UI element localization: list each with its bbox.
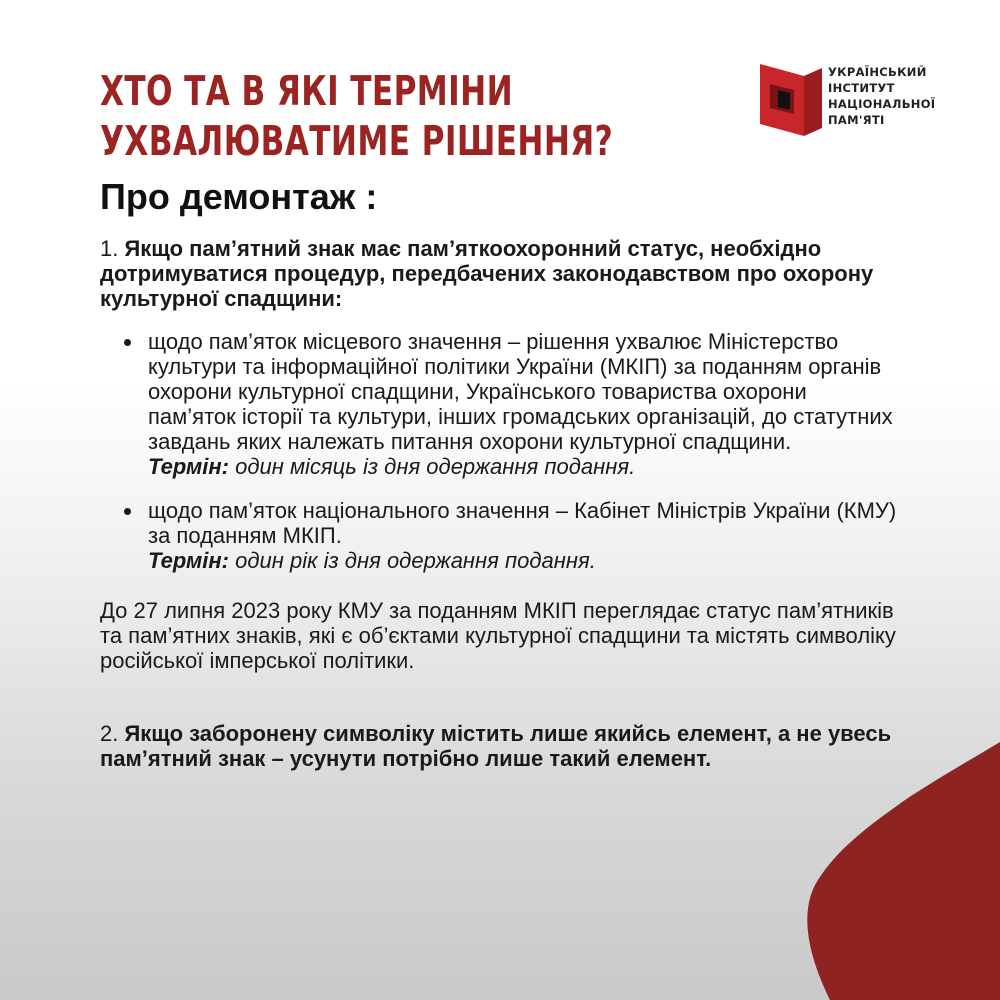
subtitle: Про демонтаж : bbox=[100, 176, 378, 217]
term-label: Термін: bbox=[148, 454, 229, 479]
page-title bbox=[100, 66, 614, 166]
paragraph-2: До 27 липня 2023 року КМУ за поданням МКІП переглядає статус пам’ятників та пам’ятних знаків, які є об’єктами культурної спадщини та містять символіку російської імперської політики. bbox=[100, 598, 896, 673]
logo-line-4: ПАМ'ЯТІ bbox=[828, 113, 885, 127]
section-1-heading bbox=[100, 236, 900, 311]
list-item bbox=[100, 498, 900, 573]
logo-line-1: УКРАЇНСЬКИЙ bbox=[828, 65, 927, 79]
list-item bbox=[100, 329, 900, 479]
section-2-number: 2. bbox=[100, 721, 125, 746]
term-text: один рік із дня одержання подання. bbox=[229, 548, 596, 573]
logo-line-3: НАЦІОНАЛЬНОЇ bbox=[828, 97, 936, 111]
title-line-2: УХВАЛЮВАТИМЕ РІШЕННЯ? bbox=[100, 117, 614, 165]
section-2-bold-text: Якщо заборонену символіку містить лише якийсь елемент, а не увесь пам’ятний знак – усунути потрібно лише такий елемент. bbox=[100, 721, 892, 771]
term-text: один місяць із дня одержання подання. bbox=[229, 454, 636, 479]
section-1-number: 1. bbox=[100, 236, 125, 261]
term-line bbox=[148, 454, 635, 479]
main-content bbox=[100, 236, 900, 771]
term-line bbox=[148, 548, 596, 573]
logo-line-2: ІНСТИТУТ bbox=[828, 81, 895, 95]
section-1-list bbox=[100, 329, 900, 573]
term-label: Термін: bbox=[148, 548, 229, 573]
section-2-heading bbox=[100, 721, 900, 771]
title-line-1: ХТО ТА В ЯКІ ТЕРМІНИ bbox=[100, 67, 514, 115]
list-item-text: щодо пам’яток національного значення – Кабінет Міністрів України (КМУ) за поданням МКІП. bbox=[148, 498, 897, 548]
section-1-bold-text: Якщо пам’ятний знак має пам’яткоохоронний статус, необхідно дотримуватися процедур, передбачених законодавством про охорону культурної спадщини: bbox=[100, 236, 874, 311]
list-item-text: щодо пам’яток місцевого значення – рішення ухвалює Міністерство культури та інформаційної політики України (МКІП) за поданням органів охорони культурної спадщини, Українського товариства охорони пам’яток історії та культури, інших громадських організацій, до статутних завдань яких належать питання охорони культурної спадщини. bbox=[148, 329, 893, 454]
logo-text bbox=[828, 64, 935, 128]
